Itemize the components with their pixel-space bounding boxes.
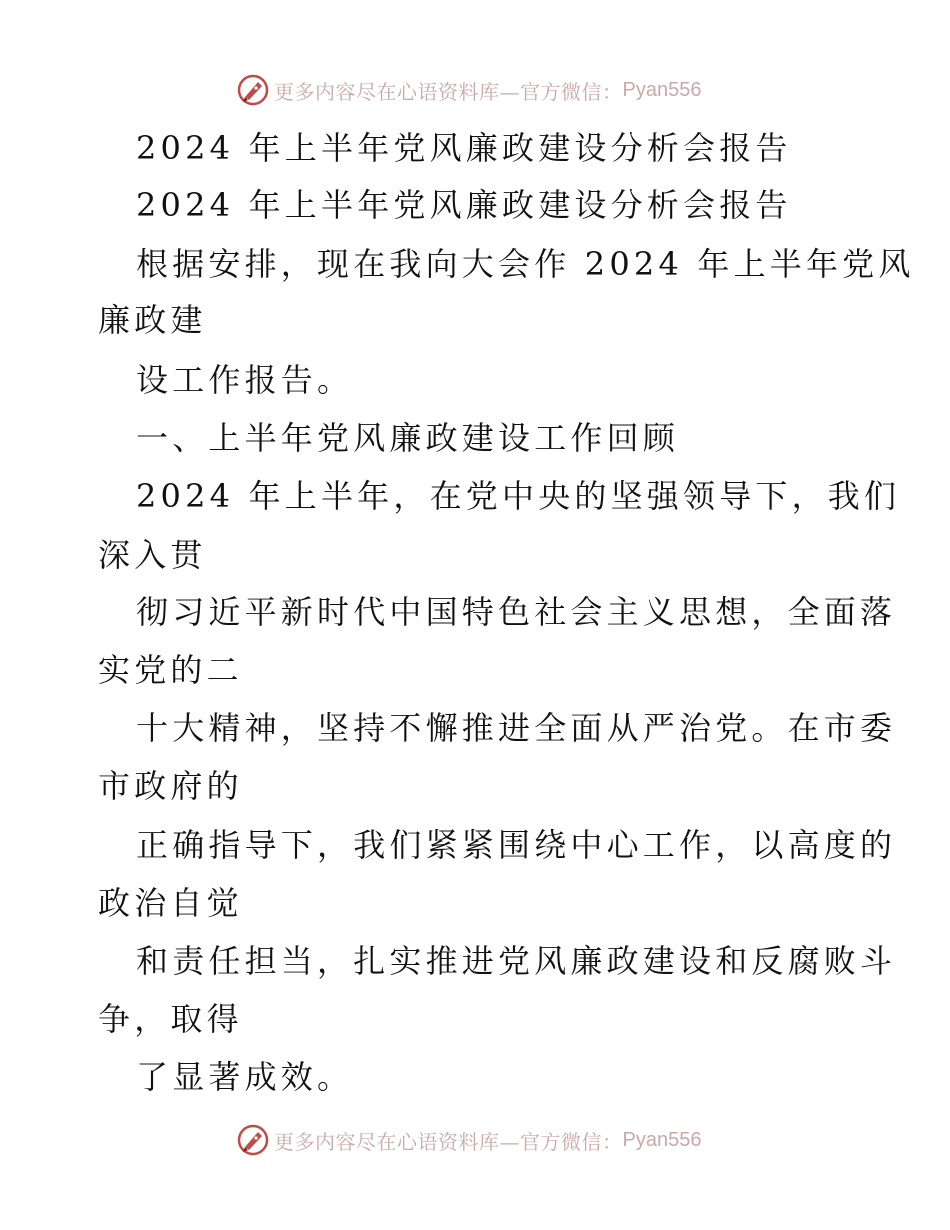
watermark-wechat-id: Pyan556 xyxy=(622,1128,702,1151)
paragraph-line: 了显著成效。 xyxy=(136,1058,354,1096)
paragraph-line: 设工作报告。 xyxy=(136,361,354,399)
watermark-text: 更多内容尽在心语资料库—官方微信： xyxy=(274,79,623,104)
document-title: 2024 年上半年党风廉政建设分析会报告 xyxy=(136,129,792,167)
paragraph-line: 市政府的 xyxy=(98,767,243,805)
paragraph-line: 廉政建 xyxy=(98,301,207,339)
paragraph-line: 政治自觉 xyxy=(98,884,243,922)
paragraph-line: 实党的二 xyxy=(98,651,243,689)
document-subtitle: 2024 年上半年党风廉政建设分析会报告 xyxy=(136,186,792,224)
paragraph-line: 争，取得 xyxy=(98,1000,243,1038)
pen-nib-logo-icon xyxy=(236,1123,270,1157)
watermark-text: 更多内容尽在心语资料库—官方微信： xyxy=(274,1129,623,1154)
watermark-footer xyxy=(236,1122,701,1158)
paragraph-line: 2024 年上半年，在党中央的坚强领导下，我们 xyxy=(136,477,901,515)
paragraph-line: 根据安排，现在我向大会作 2024 年上半年党风 xyxy=(136,245,915,283)
watermark-wechat-id: Pyan556 xyxy=(622,78,702,101)
paragraph-line: 深入贯 xyxy=(98,536,207,574)
paragraph-line: 十大精神，坚持不懈推进全面从严治党。在市委 xyxy=(136,709,897,747)
paragraph-line: 正确指导下，我们紧紧围绕中心工作，以高度的 xyxy=(136,826,897,864)
paragraph-line: 和责任担当，扎实推进党风廉政建设和反腐败斗 xyxy=(136,942,897,980)
paragraph-line: 彻习近平新时代中国特色社会主义思想，全面落 xyxy=(136,593,897,631)
section-heading: 一、上半年党风廉政建设工作回顾 xyxy=(136,419,680,457)
